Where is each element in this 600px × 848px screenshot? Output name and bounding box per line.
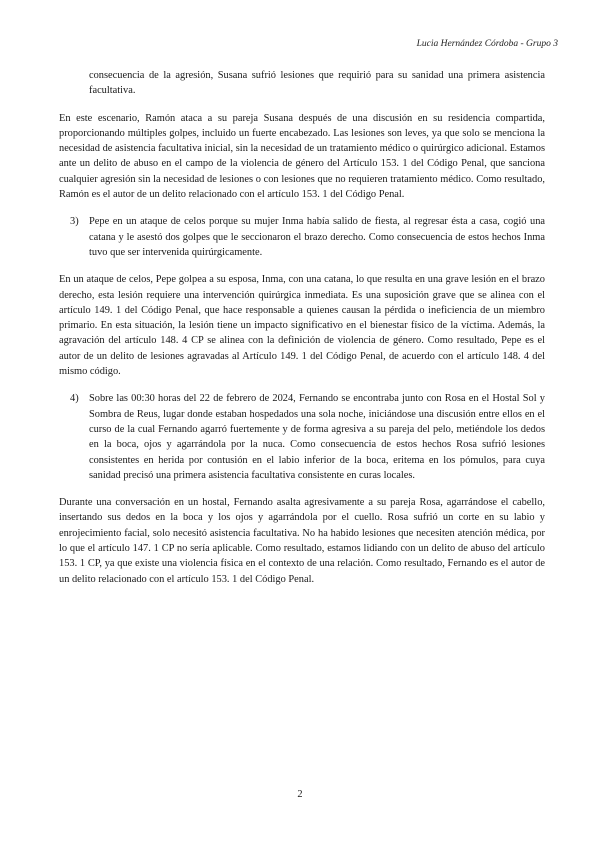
analysis-paragraph-ramon: En este escenario, Ramón ataca a su pareja Susana después de una discusión en su residencia compartida, proporcionando múltiples golpes, incluido un fuerte encabezado. Las lesiones son leves, ya que solo se menciona la necesidad de asistencia facultativa inicial, sin la necesidad de un tratamiento médico o quirúrgico adicional. Estamos ante un delito de abuso en el campo de la violencia de género del Artículo 153. 1 del Código Penal, que sanciona cualquier agresión sin la necesidad de lesiones o con lesiones que no requieren tratamiento médico. Como resultado, Ramón es el autor de un delito relacionado con el artículo 153. 1 del Código Penal. xyxy=(59,112,545,201)
list-number: 3) xyxy=(70,216,79,228)
analysis-paragraph-fernando: Durante una conversación en un hostal, Fernando asalta agresivamente a su pareja Rosa, agarrándose el cabello, insertando sus dedos en la boca y los ojos y agarrándola por el cuello. Rosa sufrió un corte en su labio y enrojecimiento facial, solo necesitó asistencia facultativa. No ha habido lesiones que necesiten atención médica, por lo que el artículo 147. 1 CP no sería aplicable. Como resultado, estamos lidiando con un delito de abuso del artículo 153. 1 CP, ya que existe una violencia física en el contexto de una relación. Como resultado, Fernando es el autor de un delito relacionado con el artículo 153. 1 del Código Penal. xyxy=(59,497,545,585)
document-body xyxy=(59,68,545,599)
analysis-paragraph-pepe: En un ataque de celos, Pepe golpea a su esposa, Inma, con una catana, lo que resulta en una grave lesión en el brazo derecho, esta lesión requiere una intervención quirúrgica inmediata. Es una suposición grave que se alinea con el artículo 149. 1 del Código Penal, que hace responsable a quienes causan la pérdida o ineficiencia de un miembro primario. En esta situación, la lesión tiene un impacto significativo en el bienestar físico de la víctima. Además, la agravación del artículo 148. 4 CP se alinea con la definición de violencia de género. Como resultado, Pepe es el autor de un delito de lesiones agravadas al Artículo 149. 1 del Código Penal, de acuerdo con el artículo 148. 4 del mismo código. xyxy=(59,274,545,378)
case-text-3: Pepe en un ataque de celos porque su mujer Inma había salido de fiesta, al regresar ésta a casa, cogió una catana y le asestó dos golpes que le seccionaron el brazo derecho. Como consecuencia de estos hechos Inma tuvo que ser intervenida quirúrgicamente. xyxy=(89,216,545,258)
page-header-author: Lucia Hernández Córdoba - Grupo 3 xyxy=(416,39,558,49)
list-number: 4) xyxy=(70,393,79,405)
continued-paragraph: consecuencia de la agresión, Susana sufrió lesiones que requirió para su sanidad una primera asistencia facultativa. xyxy=(89,70,545,97)
case-item-4 xyxy=(59,391,545,483)
case-item-3 xyxy=(59,214,545,260)
page-number: 2 xyxy=(297,789,303,800)
case-text-4: Sobre las 00:30 horas del 22 de febrero de 2024, Fernando se encontraba junto con Rosa en el Hostal Sol y Sombra de Reus, lugar donde estaban hospedados una sola noche, iniciándose una discusión entre ellos en el curso de la cual Fernando agarró fuertemente y de forma agresiva a su pareja del pelo, metiéndole los dedos en la boca, ojos y agarrándola por la nuca. Como consecuencia de estos hechos Rosa sufrió lesiones consistentes en herida por contusión en el labio inferior de la boca, eritema en los pómulos, para cuya sanidad precisó una primera asistencia facultativa consistente en curas locales. xyxy=(89,393,545,481)
